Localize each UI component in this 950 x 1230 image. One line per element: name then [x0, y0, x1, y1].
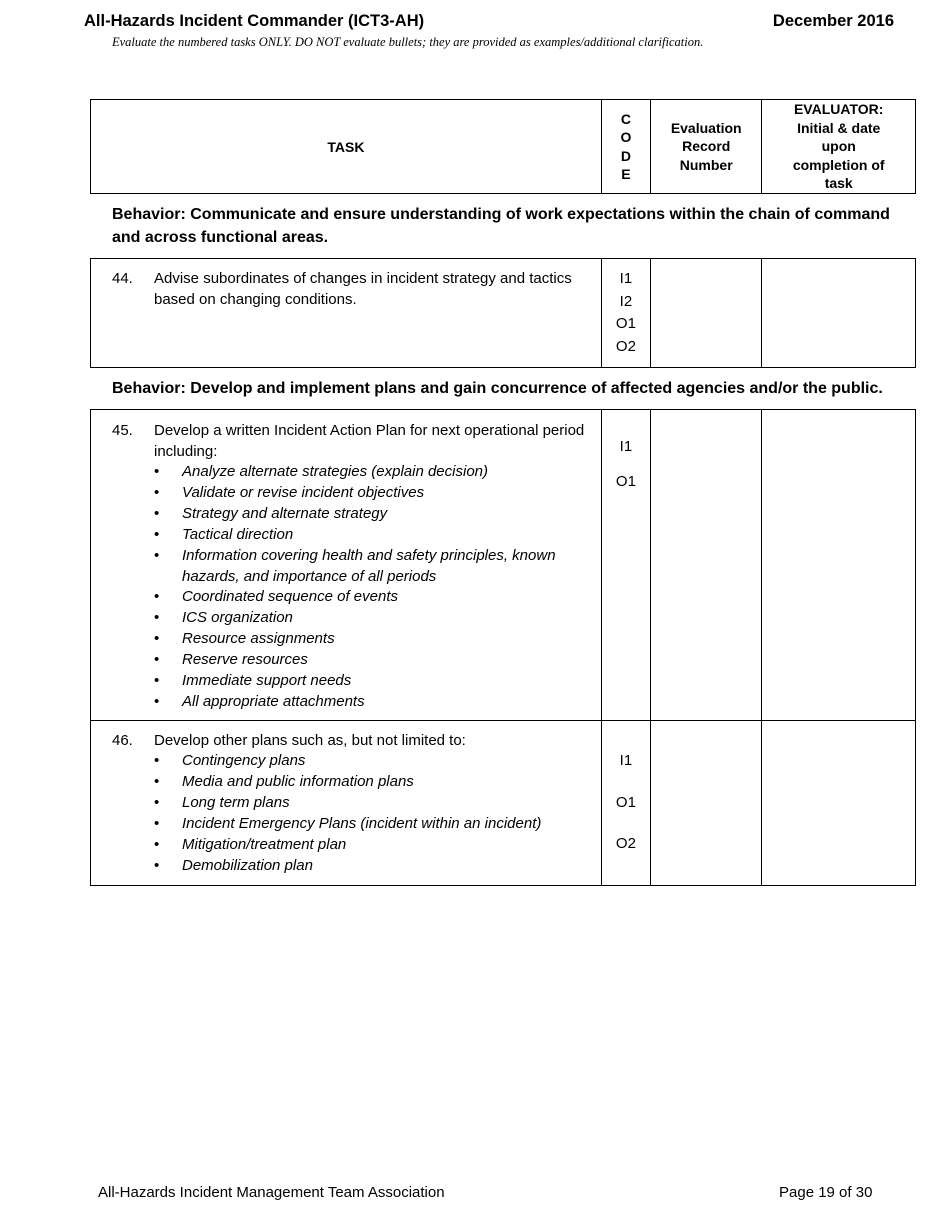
evaluator-initial-cell[interactable] [762, 721, 916, 886]
list-item: • Immediate support needs [154, 671, 591, 692]
list-item: • Media and public information plans [154, 772, 591, 793]
task-description: Advise subordinates of changes in incident strategy and tactics based on changing conditions. [154, 270, 572, 308]
task-description: Develop a written Incident Action Plan for next operational period including: [154, 422, 585, 460]
record-number-cell[interactable] [651, 721, 762, 886]
code-letter: E [621, 166, 631, 182]
table-row [91, 410, 916, 721]
document-title: All-Hazards Incident Commander (ICT3-AH) [84, 12, 425, 30]
evaluator-initial-cell[interactable] [762, 259, 916, 368]
code-cell [601, 410, 650, 721]
task-number: 44. [112, 270, 133, 287]
list-item: • Contingency plans [154, 751, 591, 772]
behavior-heading: Behavior: Develop and implement plans and gain concurrence of affected agencies and/or the public. [112, 380, 883, 397]
list-item: • Analyze alternate strategies (explain decision) [154, 462, 591, 483]
behavior-heading: Behavior: Communicate and ensure understanding of work expectations within the chain of command and across functional areas. [112, 206, 890, 246]
list-item: • Demobilization plan [154, 856, 591, 877]
task-number: 45. [112, 422, 133, 439]
code-value: O2 [615, 338, 636, 356]
evaluator-initial-cell[interactable] [762, 410, 916, 721]
code-value: I1 [619, 752, 633, 769]
code-value: O1 [615, 315, 636, 333]
task-description: Develop other plans such as, but not limited to: [154, 732, 466, 749]
code-letter: C [620, 110, 631, 127]
page-number: Page 19 of 30 [779, 1184, 873, 1201]
list-item: • All appropriate attachments [154, 692, 591, 713]
task-table-header [90, 99, 916, 194]
code-letter: D [620, 147, 631, 164]
code-cell [601, 259, 650, 368]
code-column-header [601, 100, 650, 194]
list-item: • Tactical direction [154, 525, 591, 546]
task-cell [91, 721, 602, 886]
task-table-45-46 [90, 409, 916, 886]
table-row [91, 721, 916, 886]
code-value: I1 [619, 438, 633, 455]
code-value: I2 [619, 292, 633, 310]
list-item: • Reserve resources [154, 650, 591, 671]
list-item: • Validate or revise incident objectives [154, 483, 591, 504]
task-bullet-list [112, 751, 591, 876]
code-value: O2 [615, 835, 636, 852]
list-item: • Long term plans [154, 793, 591, 814]
list-item: • Coordinated sequence of events [154, 587, 591, 608]
list-item: • Strategy and alternate strategy [154, 504, 591, 525]
task-column-header: TASK [91, 100, 602, 194]
list-item: • Mitigation/treatment plan [154, 835, 591, 856]
list-item: • Incident Emergency Plans (incident within an incident) [154, 814, 591, 835]
task-cell [91, 259, 602, 368]
evaluation-instructions: Evaluate the numbered tasks ONLY. DO NOT evaluate bullets; they are provided as examples/additional clarification. [112, 35, 704, 49]
code-value: O1 [615, 473, 636, 490]
list-item: • Resource assignments [154, 629, 591, 650]
task-bullet-list [112, 462, 591, 713]
record-number-column-header: Evaluation Record Number [651, 100, 762, 194]
task-table-44 [90, 258, 916, 368]
task-number: 46. [112, 732, 133, 749]
code-value: I1 [619, 270, 633, 287]
document-date: December 2016 [772, 12, 894, 30]
footer-organization: All-Hazards Incident Management Team Association [98, 1184, 445, 1201]
record-number-cell[interactable] [651, 259, 762, 368]
list-item: • Information covering health and safety principles, known hazards, and importance of all periods [154, 546, 591, 588]
task-cell [91, 410, 602, 721]
record-number-cell[interactable] [651, 410, 762, 721]
list-item: • ICS organization [154, 608, 591, 629]
code-letter: O [620, 129, 632, 145]
evaluator-column-header: EVALUATOR: Initial & date upon completion of task [762, 100, 916, 194]
code-value: O1 [615, 793, 636, 811]
code-cell [601, 721, 650, 886]
table-row [91, 259, 916, 368]
